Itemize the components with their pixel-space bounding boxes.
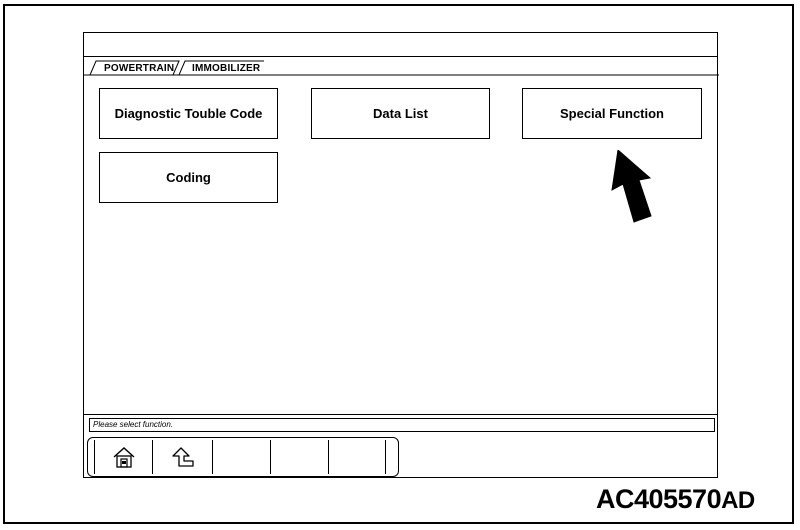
special-function-button[interactable]: Special Function — [522, 88, 702, 139]
toolbar-slot-4[interactable] — [270, 440, 328, 474]
title-bar — [84, 33, 717, 57]
coding-button[interactable]: Coding — [99, 152, 278, 203]
diagnostic-screen — [83, 32, 718, 478]
back-button[interactable] — [152, 440, 212, 474]
home-icon — [111, 444, 137, 470]
bottom-toolbar — [87, 437, 399, 477]
figure-code-main: AC405570 — [596, 484, 722, 514]
status-bar: Please select function. — [89, 418, 715, 432]
back-icon — [169, 444, 197, 470]
breadcrumb-item-immobilizer[interactable]: IMMOBILIZER — [192, 63, 261, 74]
figure-code-suffix: AD — [721, 487, 755, 514]
toolbar-slot-3[interactable] — [212, 440, 270, 474]
status-divider — [84, 414, 717, 415]
toolbar-slot-5[interactable] — [328, 440, 386, 474]
data-list-button[interactable]: Data List — [311, 88, 490, 139]
figure-code — [596, 484, 755, 515]
diagnostic-trouble-code-button[interactable]: Diagnostic Touble Code — [99, 88, 278, 139]
breadcrumb — [84, 57, 717, 77]
pointer-arrow-icon — [604, 150, 656, 224]
home-button[interactable] — [94, 440, 152, 474]
breadcrumb-item-powertrain[interactable]: POWERTRAIN — [104, 63, 175, 74]
breadcrumb-tab-outline — [84, 57, 719, 77]
